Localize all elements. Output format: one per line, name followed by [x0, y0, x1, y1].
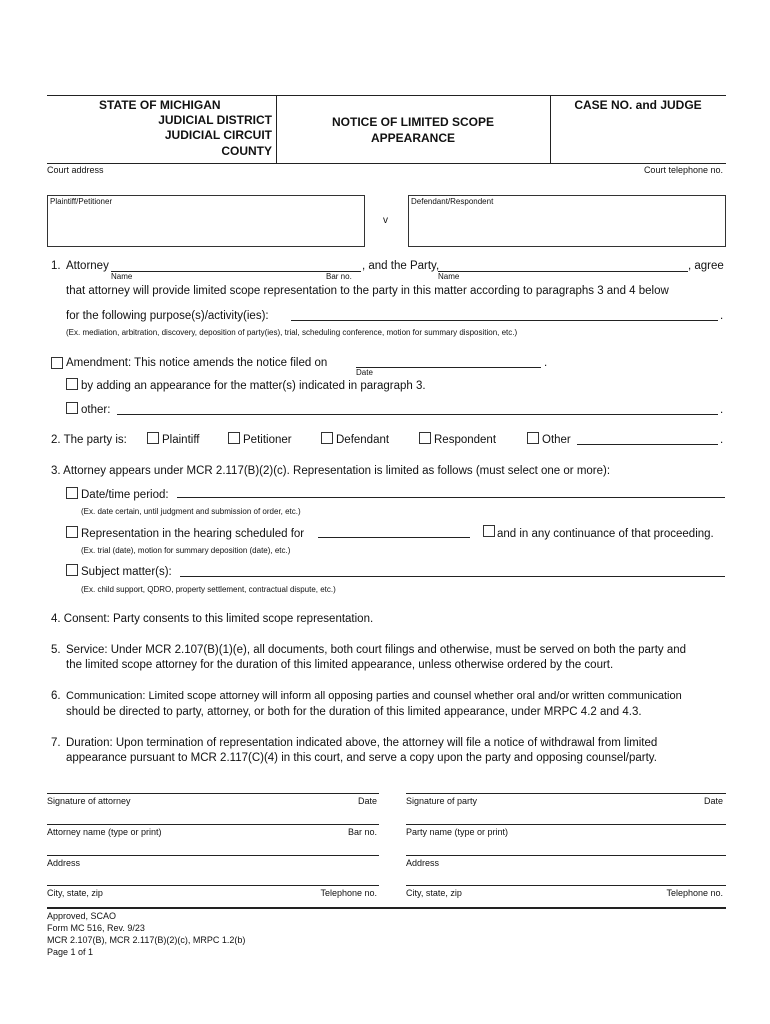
item7-line2: appearance pursuant to MCR 2.117(C)(4) in this court, and serve a copy upon the party and opposing counsel/party.: [66, 752, 657, 764]
footer-approved: Approved, SCAO: [47, 911, 117, 921]
item5-line1: Service: Under MCR 2.107(B)(1)(e), all documents, both court filings and otherwise, must be served on both the party and: [66, 644, 687, 656]
item1-attorney-label: Attorney: [66, 260, 109, 272]
date-period-field[interactable]: [177, 497, 725, 498]
respondent-checkbox[interactable]: [419, 432, 431, 444]
defendant-label: Defendant/Respondent: [411, 197, 494, 206]
attorney-bar-label: Bar no.: [347, 827, 377, 837]
amendment-date-field[interactable]: [356, 367, 541, 368]
item6-line2: should be directed to party, attorney, or both for the duration of this limited appearance, under MRPC 4.2 and 4.3.: [66, 706, 642, 718]
petitioner-checkbox[interactable]: [228, 432, 240, 444]
attorney-print-name-label: Attorney name (type or print): [47, 827, 162, 837]
attorney-name-line[interactable]: [47, 824, 379, 825]
party-phone-label: Telephone no.: [666, 888, 723, 898]
attorney-date-label: Date: [357, 796, 377, 806]
attorney-bar-caption: Bar no.: [326, 272, 352, 281]
date-period-example: (Ex. date certain, until judgment and submission of order, etc.): [81, 507, 301, 516]
county-label: COUNTY: [221, 144, 272, 158]
header-top-rule: [47, 95, 726, 96]
other-party-checkbox[interactable]: [527, 432, 539, 444]
defendant-option-label: Defendant: [336, 434, 390, 446]
party-name-caption: Name: [438, 272, 460, 281]
hearing-label: Representation in the hearing scheduled for: [81, 528, 305, 540]
amendment-other-label: other:: [81, 404, 111, 416]
petitioner-option-label: Petitioner: [243, 434, 292, 446]
footer-rule: [47, 907, 726, 909]
court-phone-label: Court telephone no.: [643, 165, 723, 175]
item1-number: 1.: [51, 260, 61, 272]
item5-number: 5.: [51, 644, 61, 656]
party-signature-label: Signature of party: [406, 796, 478, 806]
other-party-field[interactable]: [577, 444, 718, 445]
district-label: JUDICIAL DISTRICT: [158, 113, 272, 127]
court-address-label: Court address: [47, 165, 104, 175]
subject-matter-label: Subject matter(s):: [81, 566, 172, 578]
agree-label: , agree: [688, 260, 724, 272]
party-address-label: Address: [406, 858, 440, 868]
attorney-name-field[interactable]: [111, 271, 361, 272]
purpose-end: .: [720, 310, 724, 322]
party-city-line[interactable]: [406, 885, 726, 886]
attorney-city-line[interactable]: [47, 885, 379, 886]
form-title-line1: NOTICE OF LIMITED SCOPE: [331, 115, 494, 129]
circuit-label: JUDICIAL CIRCUIT: [164, 128, 272, 142]
item7-number: 7.: [51, 737, 61, 749]
item7-line1: Duration: Upon termination of representation indicated above, the attorney will file a notice of withdrawal from limited: [66, 737, 658, 749]
amendment-other-field[interactable]: [117, 414, 718, 415]
item4-consent: 4. Consent: Party consents to this limited scope representation.: [51, 613, 374, 625]
party-name-field[interactable]: [438, 271, 688, 272]
state-label: STATE OF MICHIGAN: [99, 98, 221, 112]
attorney-address-line[interactable]: [47, 855, 379, 856]
footer-form-number: Form MC 516, Rev. 9/23: [47, 923, 145, 933]
continuance-checkbox[interactable]: [483, 525, 495, 537]
other-party-label: Other: [542, 434, 571, 446]
purpose-example: (Ex. mediation, arbitration, discovery, deposition of party(ies), trial, scheduling conference, motion for summary disposition, etc.): [66, 328, 518, 337]
amendment-date-caption: Date: [356, 368, 373, 377]
plaintiff-option-label: Plaintiff: [162, 434, 200, 446]
date-period-label: Date/time period:: [81, 489, 169, 501]
attorney-name-caption: Name: [111, 272, 133, 281]
header-bottom-rule: [47, 163, 726, 164]
amendment-end: .: [544, 357, 548, 369]
hearing-checkbox[interactable]: [66, 526, 78, 538]
amendment-other-checkbox[interactable]: [66, 402, 78, 414]
header-divider-right: [550, 95, 551, 163]
case-number-label: CASE NO. and JUDGE: [574, 98, 702, 112]
item6-number: 6.: [51, 690, 61, 702]
item3-label: 3. Attorney appears under MCR 2.117(B)(2)(c). Representation is limited as follows (must select one or more):: [51, 465, 611, 477]
and-party-label: , and the Party,: [362, 260, 440, 272]
item1-purpose-label: for the following purpose(s)/activity(ies):: [66, 310, 269, 322]
purpose-field[interactable]: [291, 320, 718, 321]
party-city-label: City, state, zip: [406, 888, 462, 898]
party-print-name-label: Party name (type or print): [406, 827, 509, 837]
item2-label: 2. The party is:: [51, 434, 127, 446]
attorney-address-label: Address: [47, 858, 81, 868]
party-signature-line[interactable]: [406, 793, 726, 794]
amendment-checkbox[interactable]: [51, 357, 63, 369]
party-address-line[interactable]: [406, 855, 726, 856]
plaintiff-checkbox[interactable]: [147, 432, 159, 444]
party-name-line[interactable]: [406, 824, 726, 825]
amendment-label: Amendment: This notice amends the notice filed on: [66, 357, 328, 369]
item1-line2: that attorney will provide limited scope representation to the party in this matter according to paragraphs 3 and 4 below: [66, 285, 669, 297]
defendant-checkbox[interactable]: [321, 432, 333, 444]
item5-line2: the limited scope attorney for the duration of this limited appearance, unless otherwise ordered by the court.: [66, 659, 614, 671]
versus-label: v: [383, 215, 388, 226]
date-period-checkbox[interactable]: [66, 487, 78, 499]
subject-matter-field[interactable]: [180, 576, 725, 577]
party-date-label: Date: [703, 796, 723, 806]
footer-page: Page 1 of 1: [47, 947, 94, 957]
adding-appearance-checkbox[interactable]: [66, 378, 78, 390]
subject-matter-checkbox[interactable]: [66, 564, 78, 576]
footer-rules: MCR 2.107(B), MCR 2.117(B)(2)(c), MRPC 1.2(b): [47, 935, 246, 945]
amendment-other-end: .: [720, 404, 724, 416]
attorney-signature-label: Signature of attorney: [47, 796, 131, 806]
hearing-example: (Ex. trial (date), motion for summary deposition (date), etc.): [81, 546, 291, 555]
item2-end: .: [720, 434, 724, 446]
hearing-date-field[interactable]: [318, 537, 470, 538]
respondent-option-label: Respondent: [434, 434, 497, 446]
form-title-line2: APPEARANCE: [370, 131, 455, 145]
subject-matter-example: (Ex. child support, QDRO, property settlement, contractual dispute, etc.): [81, 585, 336, 594]
item6-line1: Communication: Limited scope attorney will inform all opposing parties and counsel whether oral and/or written communication: [66, 690, 682, 702]
adding-appearance-label: by adding an appearance for the matter(s) indicated in paragraph 3.: [81, 380, 426, 392]
plaintiff-label: Plaintiff/Petitioner: [50, 197, 113, 206]
attorney-signature-line[interactable]: [47, 793, 379, 794]
continuance-label: and in any continuance of that proceeding.: [497, 528, 714, 540]
attorney-city-label: City, state, zip: [47, 888, 103, 898]
header-divider-left: [276, 95, 277, 163]
attorney-phone-label: Telephone no.: [320, 888, 377, 898]
